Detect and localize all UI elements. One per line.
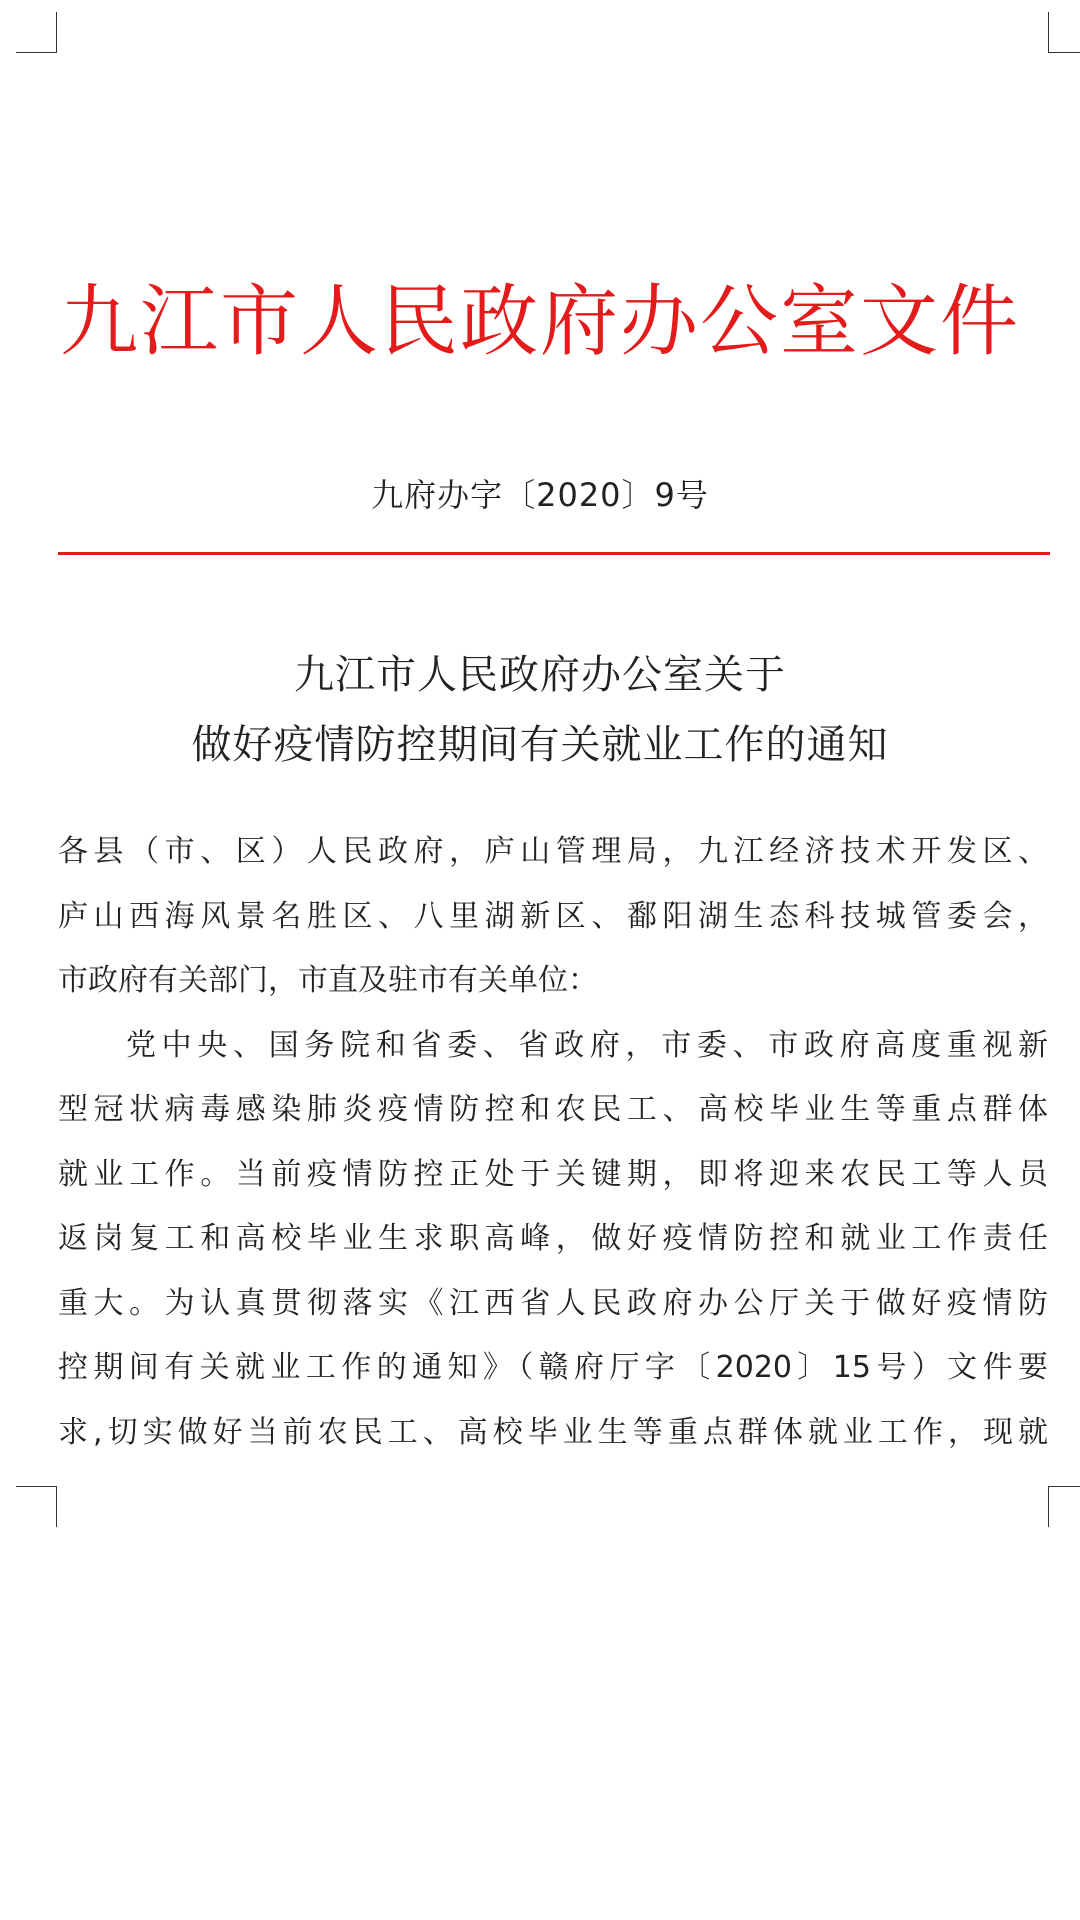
red-divider-line bbox=[58, 552, 1050, 555]
body-line-3: 就业工作。当前疫情防控正处于关键期，即将迎来农民工等人员 bbox=[58, 1156, 1048, 1192]
document-number: 九府办字〔2020〕9号 bbox=[371, 476, 709, 514]
notice-title-line-2: 做好疫情防控期间有关就业工作的通知 bbox=[191, 722, 889, 768]
addressee-line-2: 庐山西海风景名胜区、八里湖新区、鄱阳湖生态科技城管委会， bbox=[58, 898, 1048, 934]
notice-title-line-1: 九江市人民政府办公室关于 bbox=[294, 652, 786, 698]
document-header-title: 九江市人民政府办公室文件 bbox=[59, 277, 1020, 367]
body-line-1: 党中央、国务院和省委、省政府，市委、市政府高度重视新 bbox=[126, 1027, 1048, 1063]
body-line-5: 重大。为认真贯彻落实《江西省人民政府办公厅关于做好疫情防 bbox=[58, 1285, 1048, 1321]
crop-mark-top-left bbox=[16, 12, 57, 53]
crop-mark-bottom-right bbox=[1048, 1486, 1080, 1527]
addressee-line-1: 各县（市、区）人民政府，庐山管理局，九江经济技术开发区、 bbox=[58, 834, 1048, 869]
body-line-4: 返岗复工和高校毕业生求职高峰，做好疫情防控和就业工作责任 bbox=[58, 1221, 1048, 1256]
crop-mark-bottom-left bbox=[16, 1486, 57, 1527]
document-body bbox=[58, 820, 1048, 1465]
body-line-7: 求,切实做好当前农民工、高校毕业生等重点群体就业工作，现就 bbox=[58, 1414, 1048, 1450]
addressee-line-3: 市政府有关部门，市直及驻市有关单位： bbox=[58, 963, 598, 998]
crop-mark-top-right bbox=[1048, 12, 1080, 53]
notice-title bbox=[0, 640, 1080, 780]
body-line-2: 型冠状病毒感染肺炎疫情防控和农民工、高校毕业生等重点群体 bbox=[58, 1092, 1048, 1127]
body-line-6: 控期间有关就业工作的通知》（赣府厅字〔2020〕15号）文件要 bbox=[58, 1350, 1048, 1385]
